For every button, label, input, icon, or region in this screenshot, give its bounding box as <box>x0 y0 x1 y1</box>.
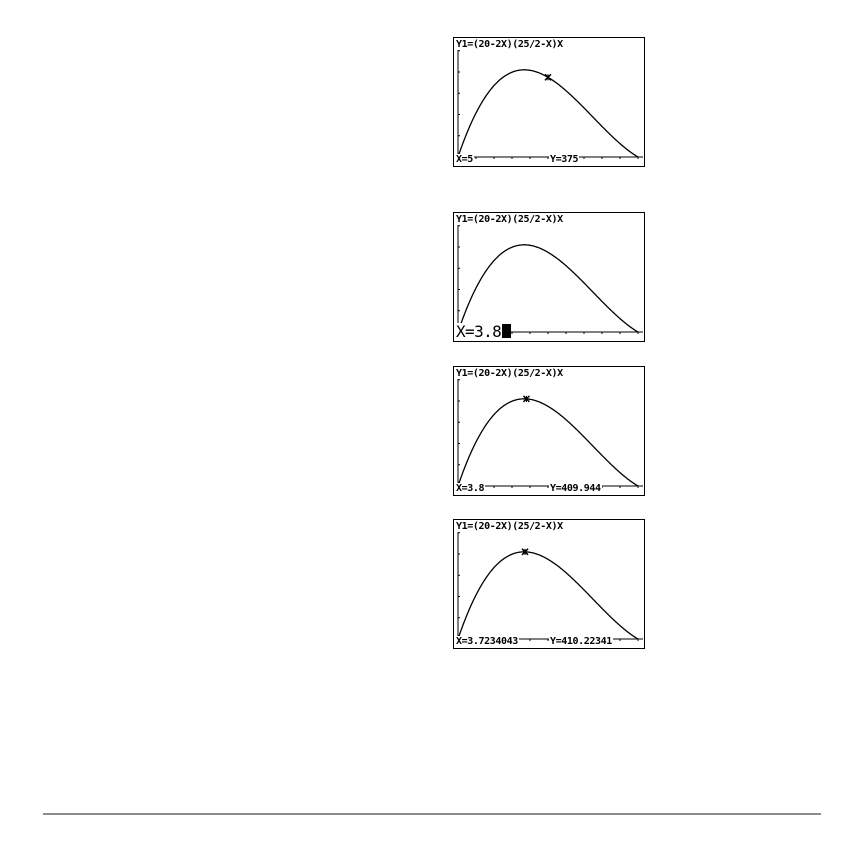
graph-plot <box>454 38 644 166</box>
trace-x-readout: X=3.7234043 <box>456 636 518 647</box>
trace-y-readout: Y=375 <box>550 154 579 165</box>
graph-plot <box>454 367 644 495</box>
function-label: Y1=(20-2X)(25/2-X)X <box>456 39 563 50</box>
function-label: Y1=(20-2X)(25/2-X)X <box>456 214 563 225</box>
trace-x-readout: X=5 <box>456 154 473 165</box>
block-cursor-icon <box>502 324 511 338</box>
function-curve <box>458 70 638 157</box>
footer-rule <box>43 813 821 815</box>
calculator-graph-screen <box>453 212 645 342</box>
function-curve <box>458 245 638 332</box>
trace-y-readout: Y=410.22341 <box>550 636 612 647</box>
calculator-graph-screen <box>453 37 645 167</box>
calculator-graph-screen <box>453 519 645 649</box>
function-curve <box>458 552 638 639</box>
calculator-graph-screen <box>453 366 645 496</box>
trace-cursor-icon <box>545 74 551 80</box>
trace-y-readout: Y=409.944 <box>550 483 601 494</box>
x-entry-text: X=3.8 <box>456 322 502 341</box>
x-value-entry[interactable] <box>456 323 511 340</box>
graph-plot <box>454 520 644 648</box>
function-label: Y1=(20-2X)(25/2-X)X <box>456 368 563 379</box>
function-curve <box>458 399 638 486</box>
trace-x-readout: X=3.8 <box>456 483 485 494</box>
function-label: Y1=(20-2X)(25/2-X)X <box>456 521 563 532</box>
